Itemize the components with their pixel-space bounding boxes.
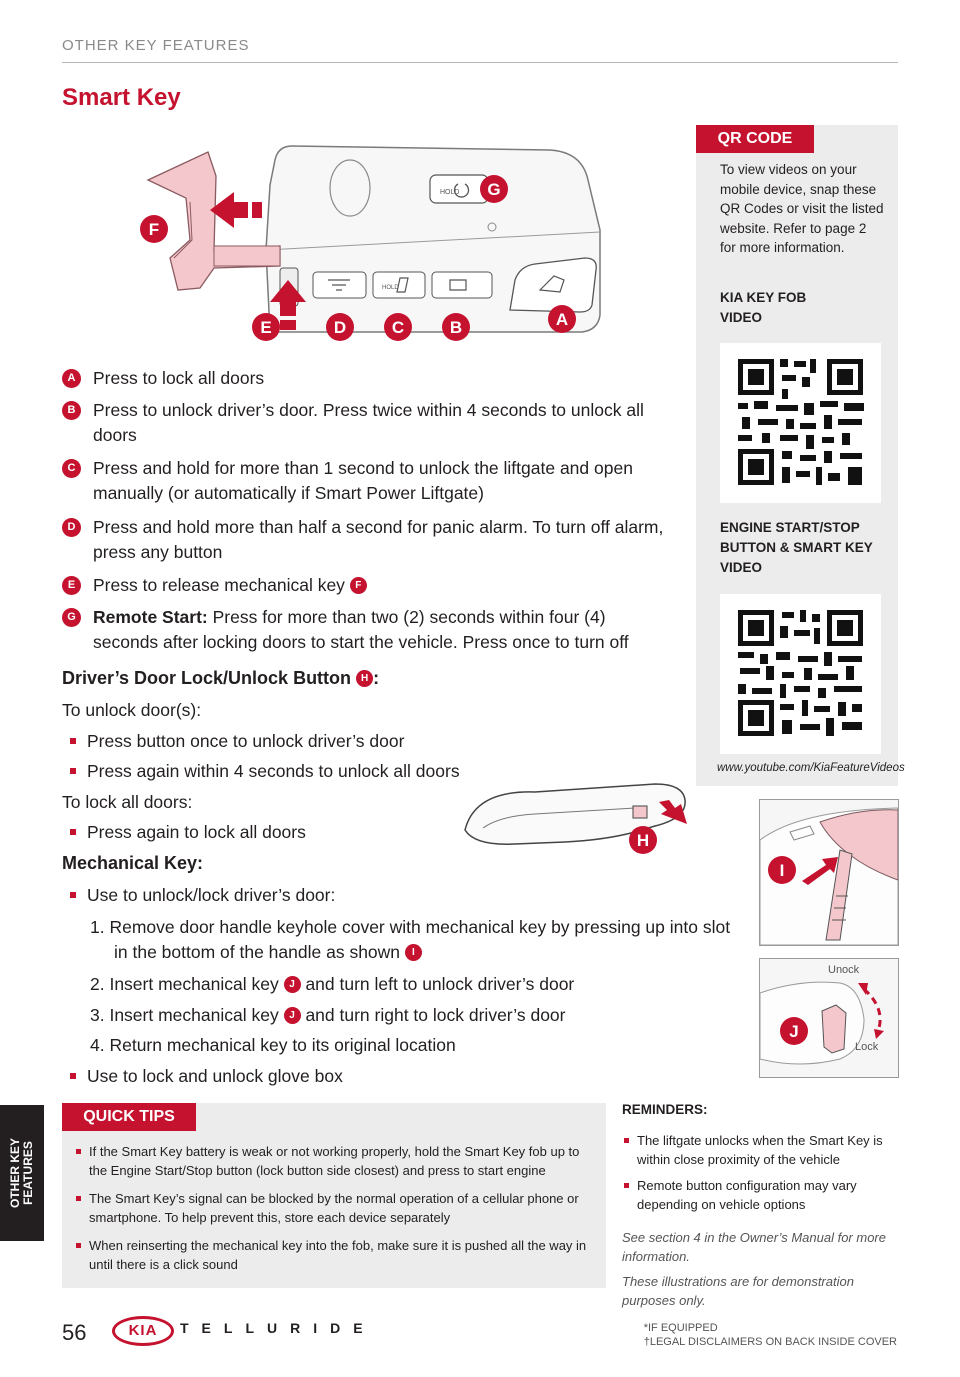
key-item-e-text: Press to release mechanical key	[93, 575, 345, 595]
svg-text:B: B	[449, 318, 463, 337]
svg-text:I: I	[779, 861, 785, 880]
kia-logo: KIA	[112, 1316, 174, 1346]
mech-bullet-2: Use to lock and unlock glove box	[70, 1064, 343, 1088]
hold-label-liftgate: HOLD	[382, 285, 399, 291]
header-divider	[62, 62, 898, 63]
svg-text:J: J	[789, 1022, 799, 1041]
reminder-2: Remote button configuration may vary depending on vehicle options	[622, 1176, 897, 1214]
illustration-disclaimer: These illustrations are for demonstration purposes only.	[622, 1274, 854, 1308]
telluride-wordmark: TELLURIDE	[180, 1320, 376, 1336]
callout-c	[384, 313, 412, 346]
badge-g: G	[62, 608, 81, 627]
badge-ref-h: H	[356, 670, 373, 687]
key-item-a-text: Press to lock all doors	[93, 368, 265, 388]
video1-title: KIA KEY FOB VIDEO	[720, 290, 807, 325]
mech-step-3: 3. Insert mechanical key J and turn right to lock driver’s door	[90, 1005, 566, 1025]
mech-key-heading: Mechanical Key:	[62, 853, 204, 873]
callout-d	[326, 313, 354, 346]
lock-intro: To lock all doors:	[62, 792, 193, 812]
callout-b	[442, 313, 470, 346]
key-item-d	[62, 515, 682, 565]
qr-code-engine-start[interactable]	[720, 594, 881, 754]
section-side-tab[interactable]	[0, 1105, 44, 1241]
mech-step-4: 4. Return mechanical key to its original location	[90, 1035, 456, 1055]
qr-code-key-fob[interactable]	[720, 343, 881, 503]
key-item-b	[62, 398, 682, 448]
key-item-e	[62, 573, 682, 598]
svg-text:A: A	[555, 310, 569, 329]
svg-text:C: C	[391, 318, 405, 337]
side-tab-line1: OTHER KEY	[8, 1137, 22, 1209]
unlock-bullet-2: Press again within 4 seconds to unlock all doors	[70, 759, 460, 783]
footer-disclaimers	[644, 1321, 897, 1349]
svg-text:F: F	[148, 220, 160, 239]
video2-title: ENGINE START/STOP BUTTON & SMART KEY VIDEO	[720, 520, 873, 575]
qr-pattern-2	[720, 594, 881, 754]
key-item-a	[62, 366, 682, 391]
unlock-bullet-1: Press button once to unlock driver’s door	[70, 729, 404, 753]
svg-text:E: E	[260, 318, 272, 337]
door-lock-heading: Driver’s Door Lock/Unlock Button H :	[62, 668, 380, 688]
quick-tip-3: When reinserting the mechanical key into the fob, make sure it is pushed all the way in until there is a click sound	[76, 1236, 596, 1274]
key-item-c	[62, 456, 682, 506]
key-item-b-text: Press to unlock driver’s door. Press twice within 4 seconds to unlock all doors	[93, 400, 644, 445]
owners-manual-note: See section 4 in the Owner’s Manual for more information.	[622, 1230, 886, 1264]
video-url-link[interactable]: www.youtube.com/KiaFeatureVideos	[717, 762, 905, 774]
side-tab-line2: FEATURES	[21, 1141, 35, 1205]
callout-a	[548, 305, 576, 338]
door-handle-illustration	[455, 770, 695, 860]
badge-d: D	[62, 518, 81, 537]
badge-a: A	[62, 369, 81, 388]
hold-label-remote: HOLD	[440, 189, 460, 196]
badge-b: B	[62, 401, 81, 420]
remote-start-label: Remote Start:	[93, 607, 208, 627]
callout-h	[629, 826, 657, 859]
mech-step-1: 1. Remove door handle keyhole cover with mechanical key by pressing up into slot in the bottom of the handle as shown I	[90, 917, 731, 962]
qr-code-tab: QR CODE	[696, 125, 814, 153]
unlock-intro: To unlock door(s):	[62, 700, 202, 720]
callout-f	[140, 215, 168, 248]
if-equipped-note: *IF EQUIPPED	[643, 1322, 718, 1334]
page-number: 56	[62, 1320, 87, 1345]
unlock-direction-label: Unock	[828, 964, 860, 976]
qr-pattern-1	[720, 343, 881, 503]
badge-ref-j-2: J	[284, 1007, 301, 1024]
badge-e: E	[62, 576, 81, 595]
lock-bullet-1: Press again to lock all doors	[70, 820, 306, 844]
key-item-g-text: Press for more than two (2) seconds within four (4) seconds after locking doors to start the vehicle. Press once to turn off	[93, 607, 629, 652]
reminder-1: The liftgate unlocks when the Smart Key is within close proximity of the vehicle	[622, 1131, 897, 1169]
page-title: Smart Key	[62, 84, 181, 111]
badge-ref-f: F	[350, 577, 367, 594]
legal-disclaimer-note: †LEGAL DISCLAIMERS ON BACK INSIDE COVER	[643, 1336, 897, 1348]
section-header: OTHER KEY FEATURES	[62, 37, 250, 54]
reminders-heading: REMINDERS:	[622, 1102, 708, 1117]
quick-tips-tab: QUICK TIPS	[62, 1103, 196, 1131]
svg-text:D: D	[333, 318, 347, 337]
svg-text:G: G	[487, 180, 501, 199]
qr-intro: To view videos on your mobile device, snap these QR Codes or visit the listed website. Refer to page 2 for more information.	[720, 162, 884, 255]
mech-bullet-1: Use to unlock/lock driver’s door:	[70, 883, 335, 907]
badge-c: C	[62, 459, 81, 478]
quick-tip-1: If the Smart Key battery is weak or not working properly, hold the Smart Key fob up to the Engine Start/Stop button (lock button side closest) and press to start engine	[76, 1142, 596, 1180]
key-item-g	[62, 605, 682, 655]
callout-j	[780, 1017, 808, 1050]
keyhole-arrow	[800, 855, 840, 885]
callout-i	[768, 856, 796, 889]
lock-direction-label: Lock	[855, 1041, 879, 1053]
badge-ref-i: I	[405, 944, 422, 961]
badge-ref-j-1: J	[284, 976, 301, 993]
callout-e	[252, 313, 280, 346]
callout-g	[480, 175, 508, 208]
mech-step-2: 2. Insert mechanical key J and turn left to unlock driver’s door	[90, 974, 575, 994]
key-item-d-text: Press and hold more than half a second for panic alarm. To turn off alarm, press any button	[93, 517, 664, 562]
quick-tip-2: The Smart Key’s signal can be blocked by the normal operation of a cellular phone or smartphone. To help prevent this, store each device separately	[76, 1189, 596, 1227]
svg-text:H: H	[636, 831, 650, 850]
key-item-c-text: Press and hold for more than 1 second to unlock the liftgate and open manually (or automatically if Smart Power Liftgate)	[93, 458, 633, 503]
